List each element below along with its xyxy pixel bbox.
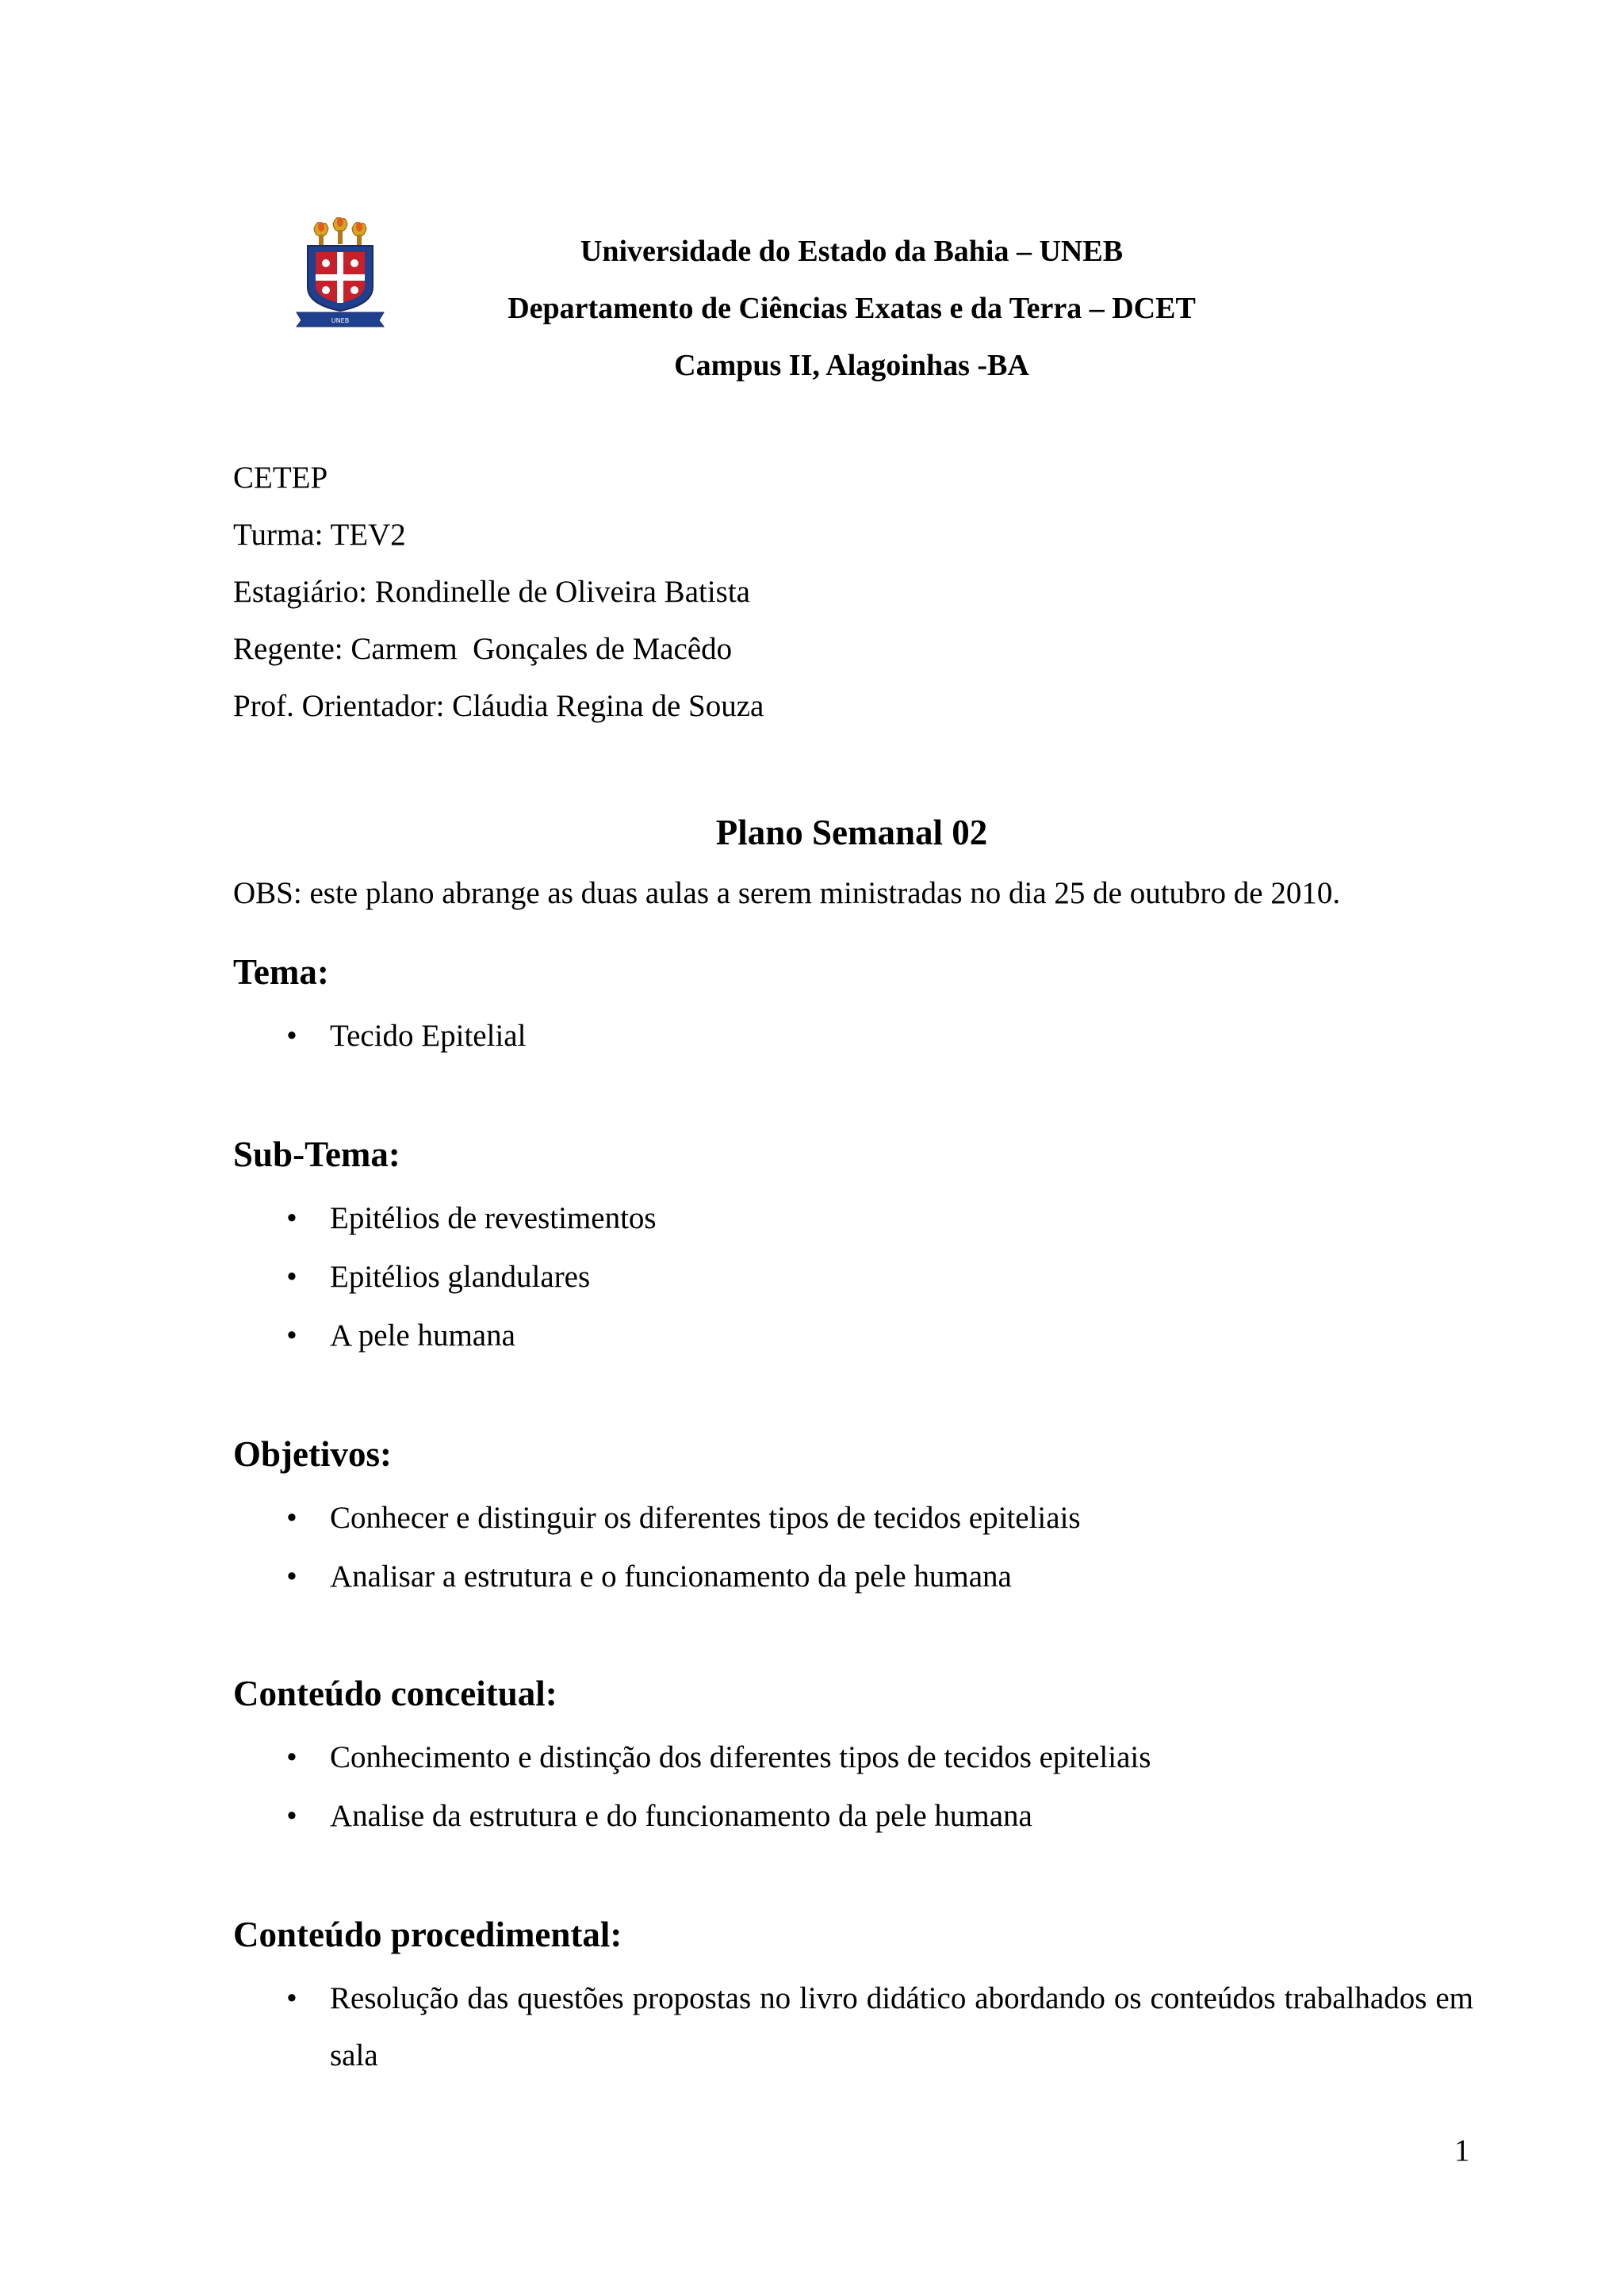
regent-line: Regente: Carmem Gonçales de Macêdo xyxy=(233,632,733,666)
campus-name: Campus II, Alagoinhas -BA xyxy=(674,349,1029,382)
bullet-icon: • xyxy=(286,1740,297,1774)
section-heading-tema: Tema: xyxy=(233,952,329,992)
svg-text:UNEB: UNEB xyxy=(331,317,350,324)
section-heading-conteudo-procedimental: Conteúdo procedimental: xyxy=(233,1915,622,1954)
bullet-icon: • xyxy=(286,1201,297,1235)
list-item-text: Epitélios de revestimentos xyxy=(330,1201,657,1235)
bullet-icon: • xyxy=(286,1019,297,1053)
list-item-text: Conhecer e distinguir os diferentes tipos de tecidos epiteliais xyxy=(330,1501,1081,1535)
page-number: 1 xyxy=(1454,2133,1470,2168)
list-item-text: A pele humana xyxy=(330,1318,515,1353)
section-heading-objetivos: Objetivos: xyxy=(233,1434,392,1474)
school-name: CETEP xyxy=(233,461,328,495)
intern-line: Estagiário: Rondinelle de Oliveira Batista xyxy=(233,575,750,609)
advisor-line: Prof. Orientador: Cláudia Regina de Souza xyxy=(233,689,764,723)
department-name: Departamento de Ciências Exatas e da Terra – DCET xyxy=(508,292,1196,325)
list-item-text: Conhecimento e distinção dos diferentes tipos de tecidos epiteliais xyxy=(330,1740,1151,1774)
institution-name: Universidade do Estado da Bahia – UNEB xyxy=(580,235,1124,268)
bullet-icon: • xyxy=(286,1559,297,1594)
class-line: Turma: TEV2 xyxy=(233,518,406,552)
plan-observation: OBS: este plano abrange as duas aulas a serem ministradas no dia 25 de outubro de 2010. xyxy=(233,876,1341,910)
list-item-text: Resolução das questões propostas no livro didático abordando os conteúdos trabalhados em sala xyxy=(330,1981,1473,2072)
bullet-icon: • xyxy=(286,1318,297,1353)
section-heading-conteudo-conceitual: Conteúdo conceitual: xyxy=(233,1674,557,1713)
section-heading-subtema: Sub-Tema: xyxy=(233,1135,400,1174)
plan-title: Plano Semanal 02 xyxy=(715,813,988,852)
bullet-icon: • xyxy=(286,1981,297,2015)
list-item-text: Tecido Epitelial xyxy=(330,1019,527,1053)
bullet-icon: • xyxy=(286,1501,297,1535)
list-item-text: Analise da estrutura e do funcionamento da pele humana xyxy=(330,1799,1032,1833)
bullet-icon: • xyxy=(286,1799,297,1833)
list-item-text: Epitélios glandulares xyxy=(330,1260,591,1294)
list-item-text: Analisar a estrutura e o funcionamento da pele humana xyxy=(330,1559,1012,1594)
bullet-icon: • xyxy=(286,1260,297,1294)
